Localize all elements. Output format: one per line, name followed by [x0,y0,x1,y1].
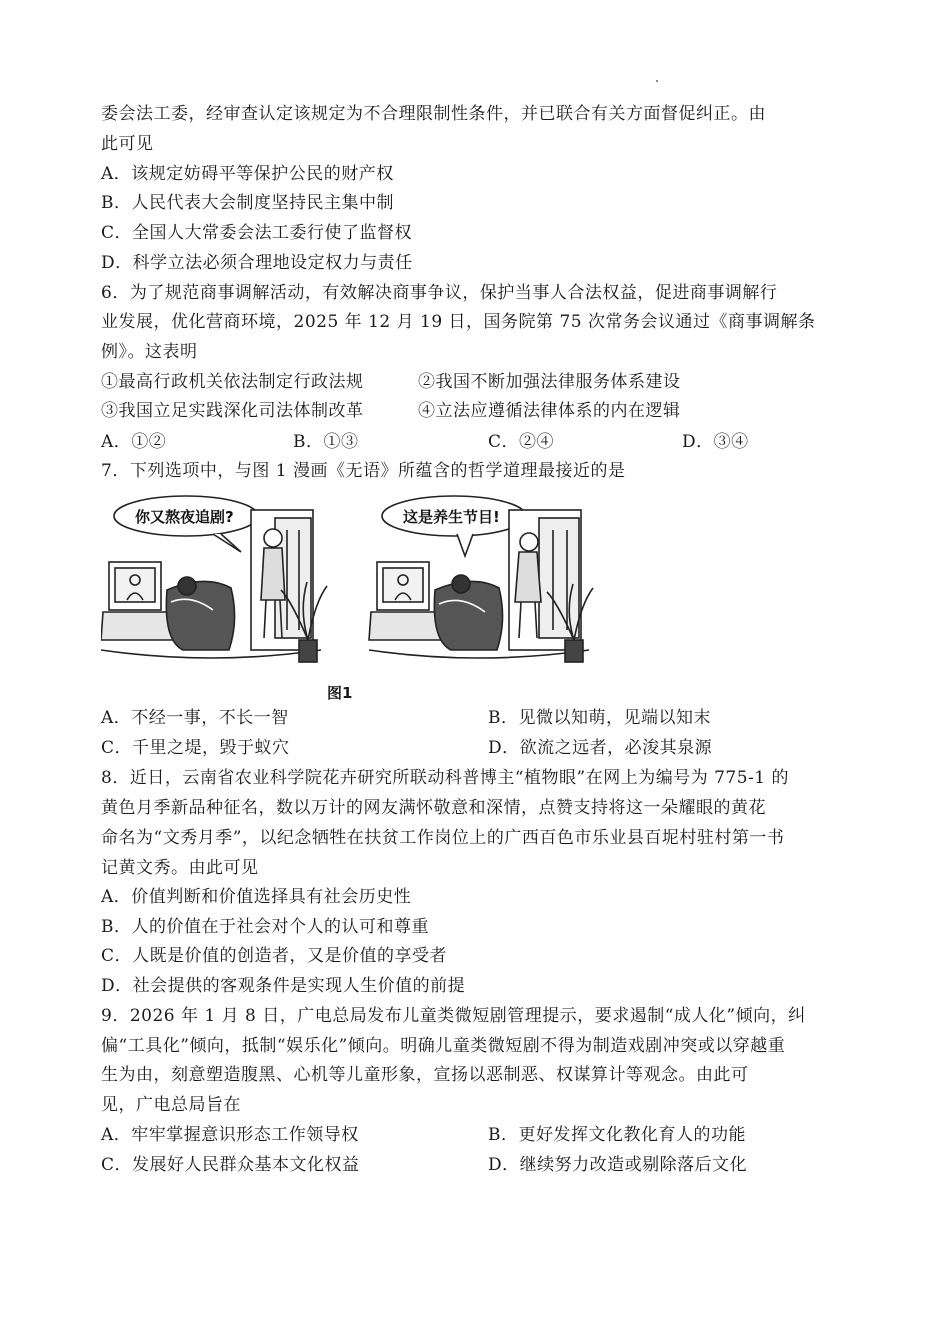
q5-stem-line-1: 委会法工委，经审查认定该规定为不合理限制性条件，并已联合有关方面督促纠正。由 [101,104,766,124]
q6-option-b: B．①③ [293,432,359,452]
q5-option-b: B．人民代表大会制度坚持民主集中制 [101,193,394,213]
q5-option-c: C．全国人大常委会法工委行使了监督权 [101,223,413,243]
q5-stem-line-2: 此可见 [101,134,154,154]
q6-option-d: D．③④ [682,432,749,452]
q6-option-c: C．②④ [488,432,555,452]
cartoon-figure [101,490,681,680]
q8-stem-line-3: 命名为“文秀月季”，以纪念牺牲在扶贫工作岗位上的广西百色市乐业县百坭村驻村第一书 [101,828,785,848]
q6-statement-2: ②我国不断加强法律服务体系建设 [418,372,681,392]
q6-stem-line-3: 例》。这表明 [101,342,198,362]
q8-option-d: D．社会提供的客观条件是实现人生价值的前提 [101,976,466,996]
q9-option-d: D．继续努力改造或剔除落后文化 [488,1155,748,1175]
q8-stem-line-1: 8．近日，云南省农业科学院花卉研究所联动科普博主“植物眼”在网上为编号为 775-1 的 [101,768,790,788]
q6-statement-4: ④立法应遵循法律体系的内在逻辑 [418,401,681,421]
q5-option-a: A．该规定妨碍平等保护公民的财产权 [101,164,394,184]
q8-option-c: C．人既是价值的创造者，又是价值的享受者 [101,946,448,966]
q7-option-d: D．欲流之远者，必浚其泉源 [488,738,713,758]
q9-option-a: A．牢牢掌握意识形态工作领导权 [101,1125,359,1145]
q9-stem-line-2: 偏“工具化”倾向，抵制“娱乐化”倾向。明确儿童类微短剧不得为制造戏剧冲突或以穿越重 [101,1036,786,1056]
q9-option-c: C．发展好人民群众基本文化权益 [101,1155,360,1175]
figure-caption: 图1 [327,684,353,702]
scan-speck [656,80,658,82]
q7-option-a: A．不经一事，不长一智 [101,708,289,728]
q6-stem-line-2: 业发展，优化营商环境，2025 年 12 月 19 日，国务院第 75 次常务会议通过《商事调解条 [101,312,816,332]
q6-option-a: A．①② [101,432,167,452]
q8-stem-line-4: 记黄文秀。由此可见 [101,858,259,878]
q6-stem-line-1: 6．为了规范商事调解活动，有效解决商事争议，保护当事人合法权益，促进商事调解行 [101,283,778,303]
q9-stem-line-3: 生为由，刻意塑造腹黑、心机等儿童形象，宣扬以恶制恶、权谋算计等观念。由此可 [101,1065,749,1085]
q9-stem-line-1: 9．2026 年 1 月 8 日，广电总局发布儿童类微短剧管理提示，要求遏制“成人化”倾向，纠 [101,1006,806,1026]
q7-option-c: C．千里之堤，毁于蚁穴 [101,738,290,758]
q8-option-b: B．人的价值在于社会对个人的认可和尊重 [101,917,429,937]
q8-option-a: A．价值判断和价值选择具有社会历史性 [101,887,412,907]
q8-stem-line-2: 黄色月季新品种征名，数以万计的网友满怀敬意和深情，点赞支持将这一朵耀眼的黄花 [101,798,766,818]
bubble-left-text: 你又熬夜追剧? [135,508,234,526]
q6-statement-1: ①最高行政机关依法制定行政法规 [101,372,364,392]
q7-stem: 7．下列选项中，与图 1 漫画《无语》所蕴含的哲学道理最接近的是 [101,461,626,481]
q5-option-d: D．科学立法必须合理地设定权力与责任 [101,253,413,273]
q6-statement-3: ③我国立足实践深化司法体制改革 [101,401,364,421]
q9-option-b: B．更好发挥文化教化育人的功能 [488,1125,746,1145]
q7-option-b: B．见微以知萌，见端以知末 [488,708,711,728]
q9-stem-line-4: 见，广电总局旨在 [101,1095,241,1115]
bubble-right-text: 这是养生节目! [403,508,500,526]
